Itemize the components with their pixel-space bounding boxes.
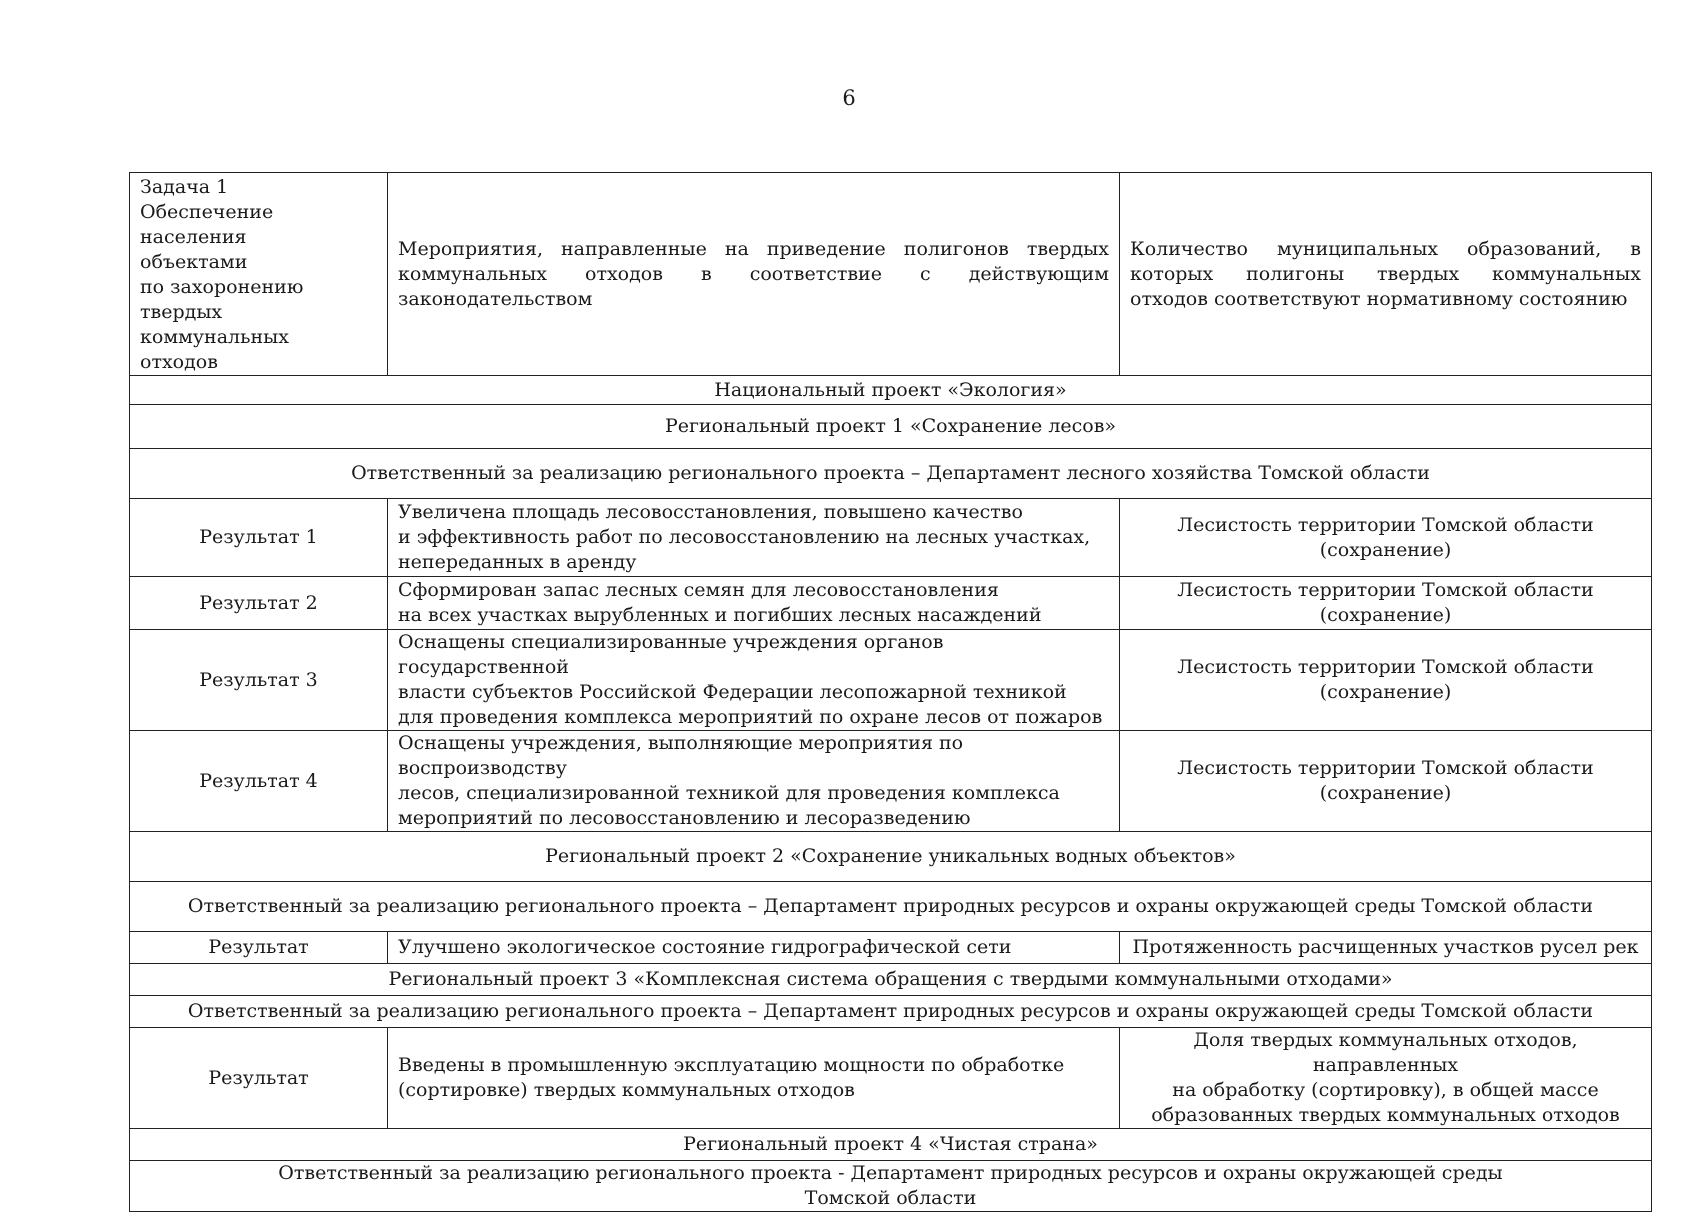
regional-project-1-responsible: Ответственный за реализацию регионального проекта – Департамент лесного хозяйства Томской области [130, 449, 1652, 499]
result-label: Результат 2 [130, 577, 388, 630]
task-line: объектами [140, 251, 248, 273]
result-text-line: власти субъектов Российской Федерации лесопожарной техникой [398, 681, 1067, 703]
result-row [130, 577, 1652, 630]
indicator-line: на обработку (сортировку), в общей массе [1172, 1079, 1599, 1101]
responsible-line: Ответственный за реализацию регионального проекта - Департамент природных ресурсов и охраны окружающей среды [278, 1162, 1503, 1184]
result-text [388, 1028, 1120, 1129]
regional-project-3-responsible: Ответственный за реализацию регионального проекта – Департамент природных ресурсов и охраны окружающей среды Томской области [130, 996, 1652, 1028]
task-measures-cell: Мероприятия, направленные на приведение полигонов твердых коммунальных отходов в соответствие с действующим законодательством [388, 173, 1120, 376]
result-row [130, 932, 1652, 964]
result-label: Результат 1 [130, 499, 388, 577]
result-row [130, 630, 1652, 731]
task-row [130, 173, 1652, 376]
task-cell [130, 173, 388, 376]
regional-project-1-title: Региональный проект 1 «Сохранение лесов» [130, 405, 1652, 449]
regional-project-3-title: Региональный проект 3 «Комплексная система обращения с твердыми коммунальными отходами» [130, 964, 1652, 996]
indicator-line: Протяженность расчищенных участков русел рек [1132, 936, 1639, 958]
task-line: по захоронению [140, 276, 304, 298]
result-indicator [1120, 932, 1652, 964]
task-indicator-cell: Количество муниципальных образований, в которых полигоны твердых коммунальных отходов соответствуют нормативному состоянию [1120, 173, 1652, 376]
page-number: 6 [842, 86, 856, 110]
indicator-line: (сохранение) [1319, 782, 1452, 804]
result-label: Результат 3 [130, 630, 388, 731]
regional-project-2-responsible: Ответственный за реализацию регионального проекта – Департамент природных ресурсов и охраны окружающей среды Томской области [130, 882, 1652, 932]
result-text-line: Сформирован запас лесных семян для лесовосстановления [398, 579, 999, 601]
regional-project-4-title: Региональный проект 4 «Чистая страна» [130, 1129, 1652, 1161]
result-text [388, 630, 1120, 731]
regional-project-2-title: Региональный проект 2 «Сохранение уникальных водных объектов» [130, 832, 1652, 882]
result-text-line: Увеличена площадь лесовосстановления, повышено качество [398, 501, 1023, 523]
indicator-line: (сохранение) [1319, 604, 1452, 626]
task-line: Обеспечение населения [140, 201, 274, 248]
result-text-line: на всех участках вырубленных и погибших лесных насаждений [398, 604, 1042, 626]
result-text-line: Оснащены учреждения, выполняющие мероприятия по воспроизводству [398, 732, 964, 779]
indicator-line: образованных твердых коммунальных отходов [1151, 1104, 1620, 1126]
national-project-title: Национальный проект «Экология» [130, 376, 1652, 405]
result-indicator [1120, 1028, 1652, 1129]
result-text-line: (сортировке) твердых коммунальных отходов [398, 1079, 855, 1101]
result-text-line: лесов, специализированной техникой для проведения комплекса [398, 782, 1060, 804]
result-indicator [1120, 577, 1652, 630]
indicator-line: Доля твердых коммунальных отходов, направленных [1193, 1029, 1578, 1076]
result-indicator [1120, 731, 1652, 832]
task-line: отходов [140, 351, 218, 373]
result-row [130, 731, 1652, 832]
result-text-line: для проведения комплекса мероприятий по охране лесов от пожаров [398, 706, 1103, 728]
result-text-line: мероприятий по лесовосстановлению и лесоразведению [398, 807, 971, 829]
result-indicator [1120, 499, 1652, 577]
indicator-line: Лесистость территории Томской области [1177, 757, 1594, 779]
result-text [388, 731, 1120, 832]
result-label: Результат [130, 1028, 388, 1129]
task-line: Задача 1 [140, 176, 229, 198]
indicator-line: Лесистость территории Томской области [1177, 513, 1594, 536]
result-text-line: и эффективность работ по лесовосстановлению на лесных участках, [398, 526, 1091, 548]
result-label: Результат 4 [130, 731, 388, 832]
result-row [130, 499, 1652, 577]
result-indicator [1120, 630, 1652, 731]
task-line: твердых коммунальных [140, 301, 289, 348]
result-text-line: непереданных в аренду [398, 551, 637, 573]
result-text [388, 932, 1120, 964]
result-text-line: Улучшено экологическое состояние гидрографической сети [398, 936, 1012, 958]
indicator-line: (сохранение) [1319, 681, 1452, 703]
result-text-line: Введены в промышленную эксплуатацию мощности по обработке [398, 1054, 1065, 1076]
projects-table [129, 172, 1652, 1212]
result-row [130, 1028, 1652, 1129]
result-text-line: Оснащены специализированные учреждения органов государственной [398, 631, 944, 678]
responsible-line: Томской области [804, 1187, 977, 1209]
indicator-line: (сохранение) [1319, 538, 1452, 561]
result-text [388, 577, 1120, 630]
regional-project-4-responsible [130, 1161, 1652, 1212]
indicator-line: Лесистость территории Томской области [1177, 656, 1594, 678]
indicator-line: Лесистость территории Томской области [1177, 579, 1594, 601]
result-text [388, 499, 1120, 577]
result-label: Результат [130, 932, 388, 964]
